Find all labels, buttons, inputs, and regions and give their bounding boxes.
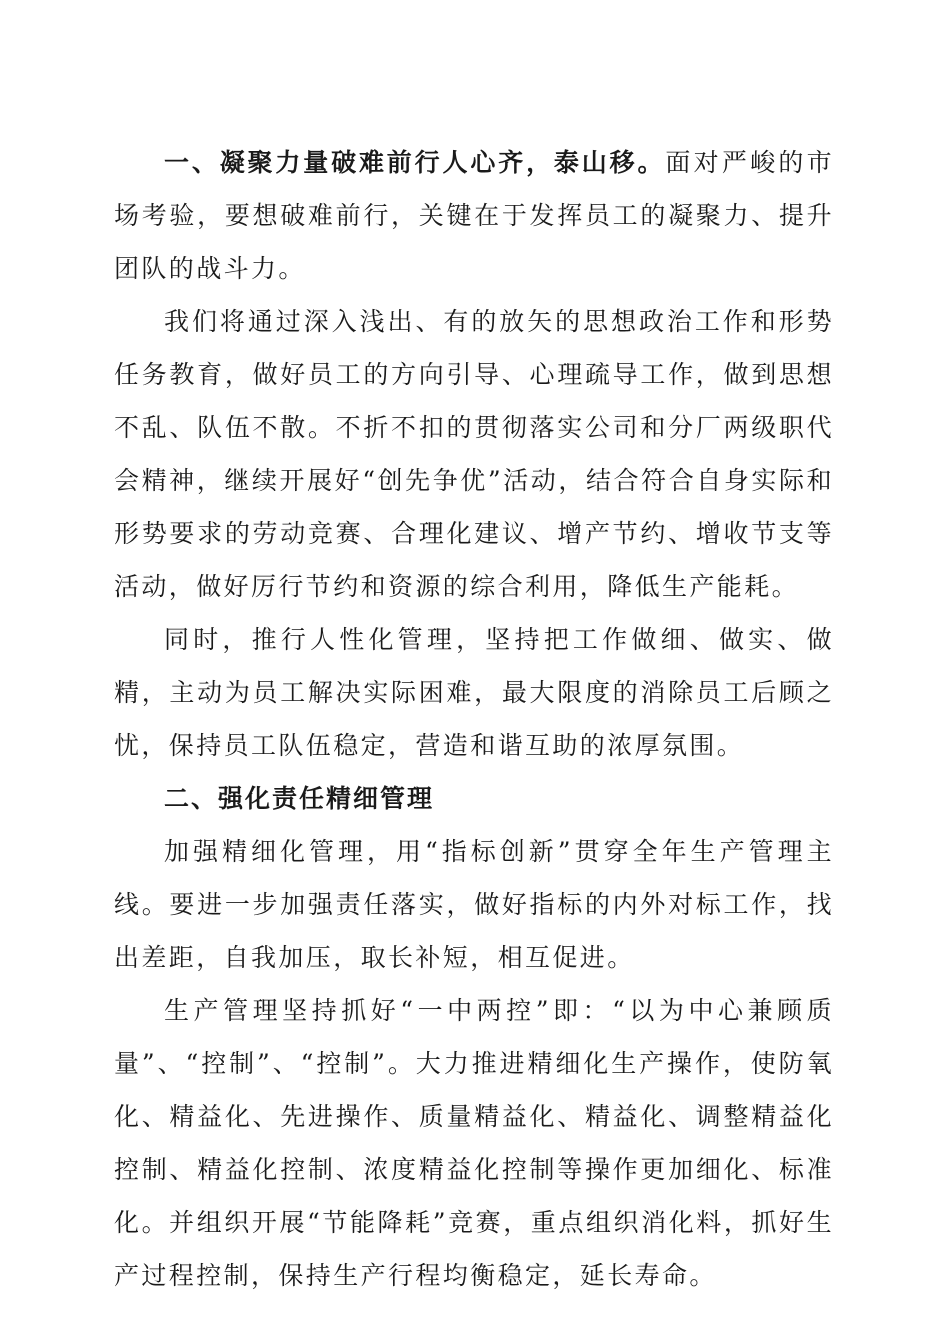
section1-paragraph xyxy=(114,136,834,295)
section1-intro: 面对严峻的市场考验，要想破难前行，关键在于发挥员工的凝聚力、提升团队的战斗力。 xyxy=(114,148,834,283)
body-paragraph-4: 生产管理坚持抓好“一中两控”即：“以为中心兼顾质量”、“控制”、“控制”。大力推进精细化生产操作，使防氧化、精益化、先进操作、质量精益化、精益化、调整精益化控制、精益化控制、浓度精益化控制等操作更加细化、标准化。并组织开展“节能降耗”竞赛，重点组织消化料，抓好生产过程控制，保持生产行程均衡稳定，延长寿命。 xyxy=(114,996,834,1290)
body-paragraph-3: 加强精细化管理，用“指标创新”贯穿全年生产管理主线。要进一步加强责任落实，做好指标的内外对标工作，找出差距，自我加压，取长补短，相互促进。 xyxy=(114,837,834,972)
body-paragraph-2: 同时，推行人性化管理，坚持把工作做细、做实、做精，主动为员工解决实际困难，最大限度的消除员工后顾之忧，保持员工队伍稳定，营造和谐互助的浓厚氛围。 xyxy=(114,625,834,760)
section1-heading: 一、凝聚力量破难前行人心齐，泰山移。 xyxy=(164,148,666,177)
section2-heading: 二、强化责任精细管理 xyxy=(164,784,435,813)
document-body xyxy=(114,136,834,1302)
body-paragraph-1: 我们将通过深入浅出、有的放矢的思想政治工作和形势任务教育，做好员工的方向引导、心理疏导工作，做到思想不乱、队伍不散。不折不扣的贯彻落实公司和分厂两级职代会精神，继续开展好“创先争优”活动，结合符合自身实际和形势要求的劳动竞赛、合理化建议、增产节约、增收节支等活动，做好厉行节约和资源的综合利用，降低生产能耗。 xyxy=(114,307,834,601)
